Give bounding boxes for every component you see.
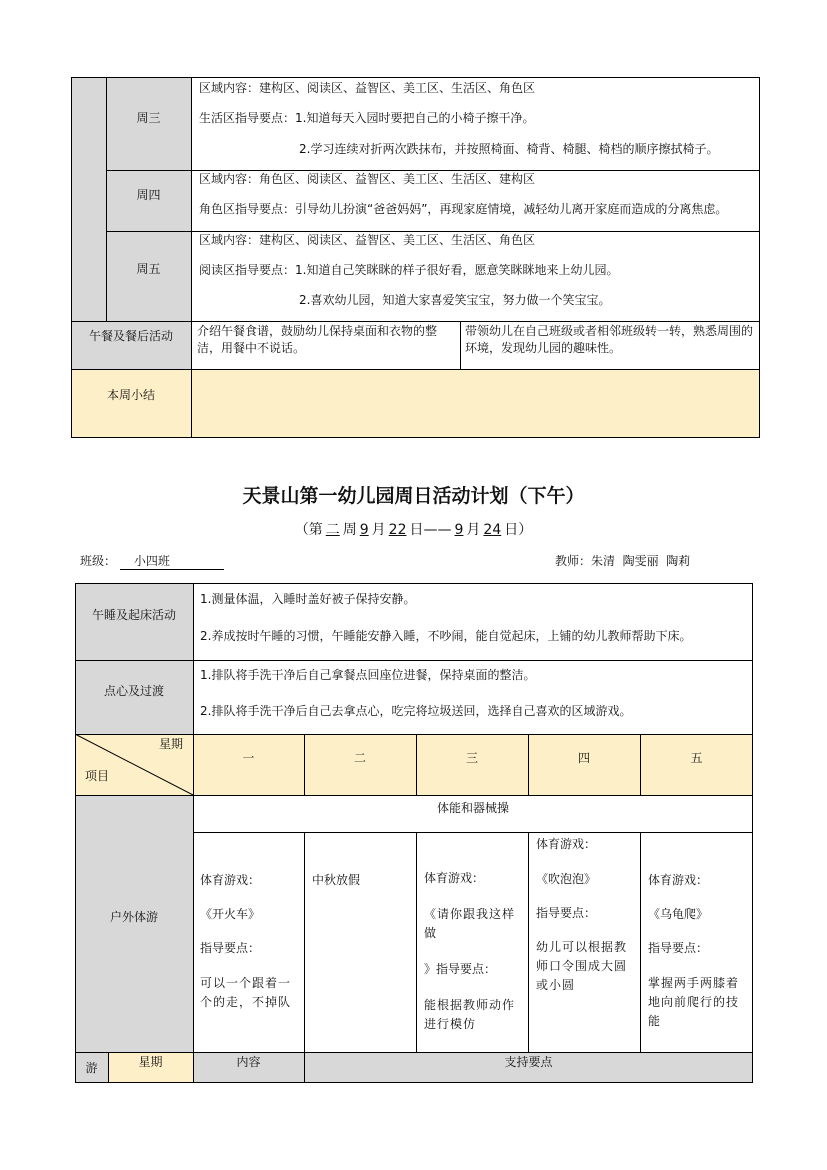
- class-info: [80, 552, 224, 570]
- thu-b-line-2: 《吹泡泡》: [536, 872, 597, 886]
- thu-b-line-4: 幼儿可以根据教师口令围成大圆或小圆: [536, 940, 628, 992]
- last-row-c3: 内容: [236, 1055, 261, 1069]
- mon-line-1: 体育游戏：: [200, 873, 261, 887]
- last-row-c4: 支持要点: [504, 1055, 553, 1069]
- day-label-wed: 周三: [136, 110, 161, 125]
- wed-line-1: 区域内容：建构区、阅读区、益智区、美工区、生活区、角色区: [199, 81, 536, 95]
- day-label-fri: 周五: [136, 261, 161, 276]
- fri-line-3: 2.喜欢幼儿园，知道大家喜爱笑宝宝，努力做一个笑宝宝。: [299, 293, 611, 307]
- wed-line-3: 2.学习连续对折两次跌抹布，并按照椅面、椅背、椅腿、椅档的顺序擦拭椅子。: [299, 142, 719, 156]
- page-title: 天景山第一幼儿园周日活动计划（下午）: [242, 485, 585, 507]
- nap-label: 午睡及起床活动: [91, 607, 176, 622]
- thu-b-line-3: 指导要点：: [536, 906, 597, 920]
- teacher-info: 教师：朱清 陶雯丽 陶莉: [555, 554, 691, 568]
- left-gray-strip: [71, 77, 106, 321]
- header-day-thu: 四: [577, 750, 590, 765]
- snack-line-2: 2.排队将手洗干净后自己去拿点心，吃完将垃圾送回，选择自己喜欢的区域游戏。: [200, 704, 632, 718]
- start-day: 22: [388, 522, 407, 538]
- header-day-mon: 一: [242, 750, 255, 765]
- thu-line-1: 区域内容：角色区、阅读区、益智区、美工区、生活区、建构区: [199, 172, 536, 186]
- lunch-right-text: 带领幼儿在自己班级或者相邻班级转一转，熟悉周围的环境，发现幼儿园的趣味性。: [465, 324, 754, 355]
- class-value: 小四班: [120, 552, 224, 570]
- week-unit: 周: [342, 522, 357, 538]
- wed-b-line-1: 体育游戏：: [424, 871, 485, 885]
- month-unit-2: 月: [466, 522, 481, 538]
- end-month: 9: [454, 522, 464, 538]
- month-unit-1: 月: [371, 522, 386, 538]
- summary-content-cell: [191, 369, 760, 438]
- header-day-tue: 二: [353, 750, 366, 765]
- wed-b-line-3: 》指导要点：: [424, 962, 497, 976]
- date-open: （第: [294, 522, 323, 538]
- date-close: 日）: [504, 522, 533, 538]
- last-row-c2: 星期: [138, 1055, 163, 1069]
- fri-b-line-4: 掌握两手两膝着地向前爬行的技能: [648, 976, 740, 1028]
- thu-b-line-1: 体育游戏：: [536, 837, 597, 851]
- equipment-exercise: 体能和器械操: [436, 801, 509, 815]
- nap-line-2: 2.养成按时午睡的习惯，午睡能安静入睡，不吵闹，能自觉起床，上铺的幼儿教师帮助下床。: [200, 629, 692, 643]
- mon-line-4: 可以一个跟着一个的走，不掉队: [200, 976, 292, 1009]
- corner-weekday: 星期: [159, 737, 184, 751]
- fri-b-line-2: 《乌龟爬》: [648, 907, 709, 921]
- class-label: 班级：: [80, 554, 117, 568]
- week-number: 二: [325, 522, 340, 538]
- start-month: 9: [359, 522, 369, 538]
- bottom-table: [75, 583, 753, 1083]
- wed-b-line-4: 能根据教师动作进行模仿: [424, 998, 516, 1031]
- summary-label: 本周小结: [106, 387, 155, 402]
- fri-b-line-1: 体育游戏：: [648, 873, 709, 887]
- date-range: [0, 519, 827, 539]
- nap-line-1: 1.测量体温，入睡时盖好被子保持安静。: [200, 592, 416, 606]
- thu-line-2: 角色区指导要点：引导幼儿扮演“爸爸妈妈”，再现家庭情境，减轻幼儿离开家庭而造成的分离焦虑。: [199, 202, 728, 216]
- end-day: 24: [483, 522, 502, 538]
- fri-b-line-3: 指导要点：: [648, 941, 709, 955]
- snack-label: 点心及过渡: [103, 683, 164, 698]
- tue-line-1: 中秋放假: [312, 873, 361, 887]
- wed-line-2: 生活区指导要点：1.知道每天入园时要把自己的小椅子擦干净。: [199, 111, 535, 125]
- lunch-label: 午餐及餐后活动: [88, 328, 173, 343]
- snack-line-1: 1.排队将手洗干净后自己拿餐点回座位进餐，保持桌面的整洁。: [200, 668, 536, 682]
- date-sep: 日——: [409, 522, 452, 538]
- day-label-thu: 周四: [136, 187, 161, 202]
- wed-b-line-2: 《请你跟我这样做: [424, 907, 516, 940]
- mon-line-3: 指导要点：: [200, 941, 261, 955]
- mon-line-2: 《开火车》: [200, 907, 261, 921]
- corner-item: 项目: [85, 769, 110, 783]
- top-table: [71, 77, 760, 438]
- outdoor-label: 户外体游: [109, 909, 158, 924]
- header-day-wed: 三: [465, 750, 478, 765]
- fri-line-2: 阅读区指导要点：1.知道自己笑眯眯的样子很好看，愿意笑眯眯地来上幼儿园。: [199, 263, 619, 277]
- fri-line-1: 区域内容：建构区、阅读区、益智区、美工区、生活区、角色区: [199, 233, 536, 247]
- lunch-left-text: 介绍午餐食谱，鼓励幼儿保持桌面和衣物的整洁，用餐中不说话。: [197, 324, 438, 355]
- last-row-c1: 游: [85, 1061, 98, 1075]
- header-day-fri: 五: [690, 750, 703, 765]
